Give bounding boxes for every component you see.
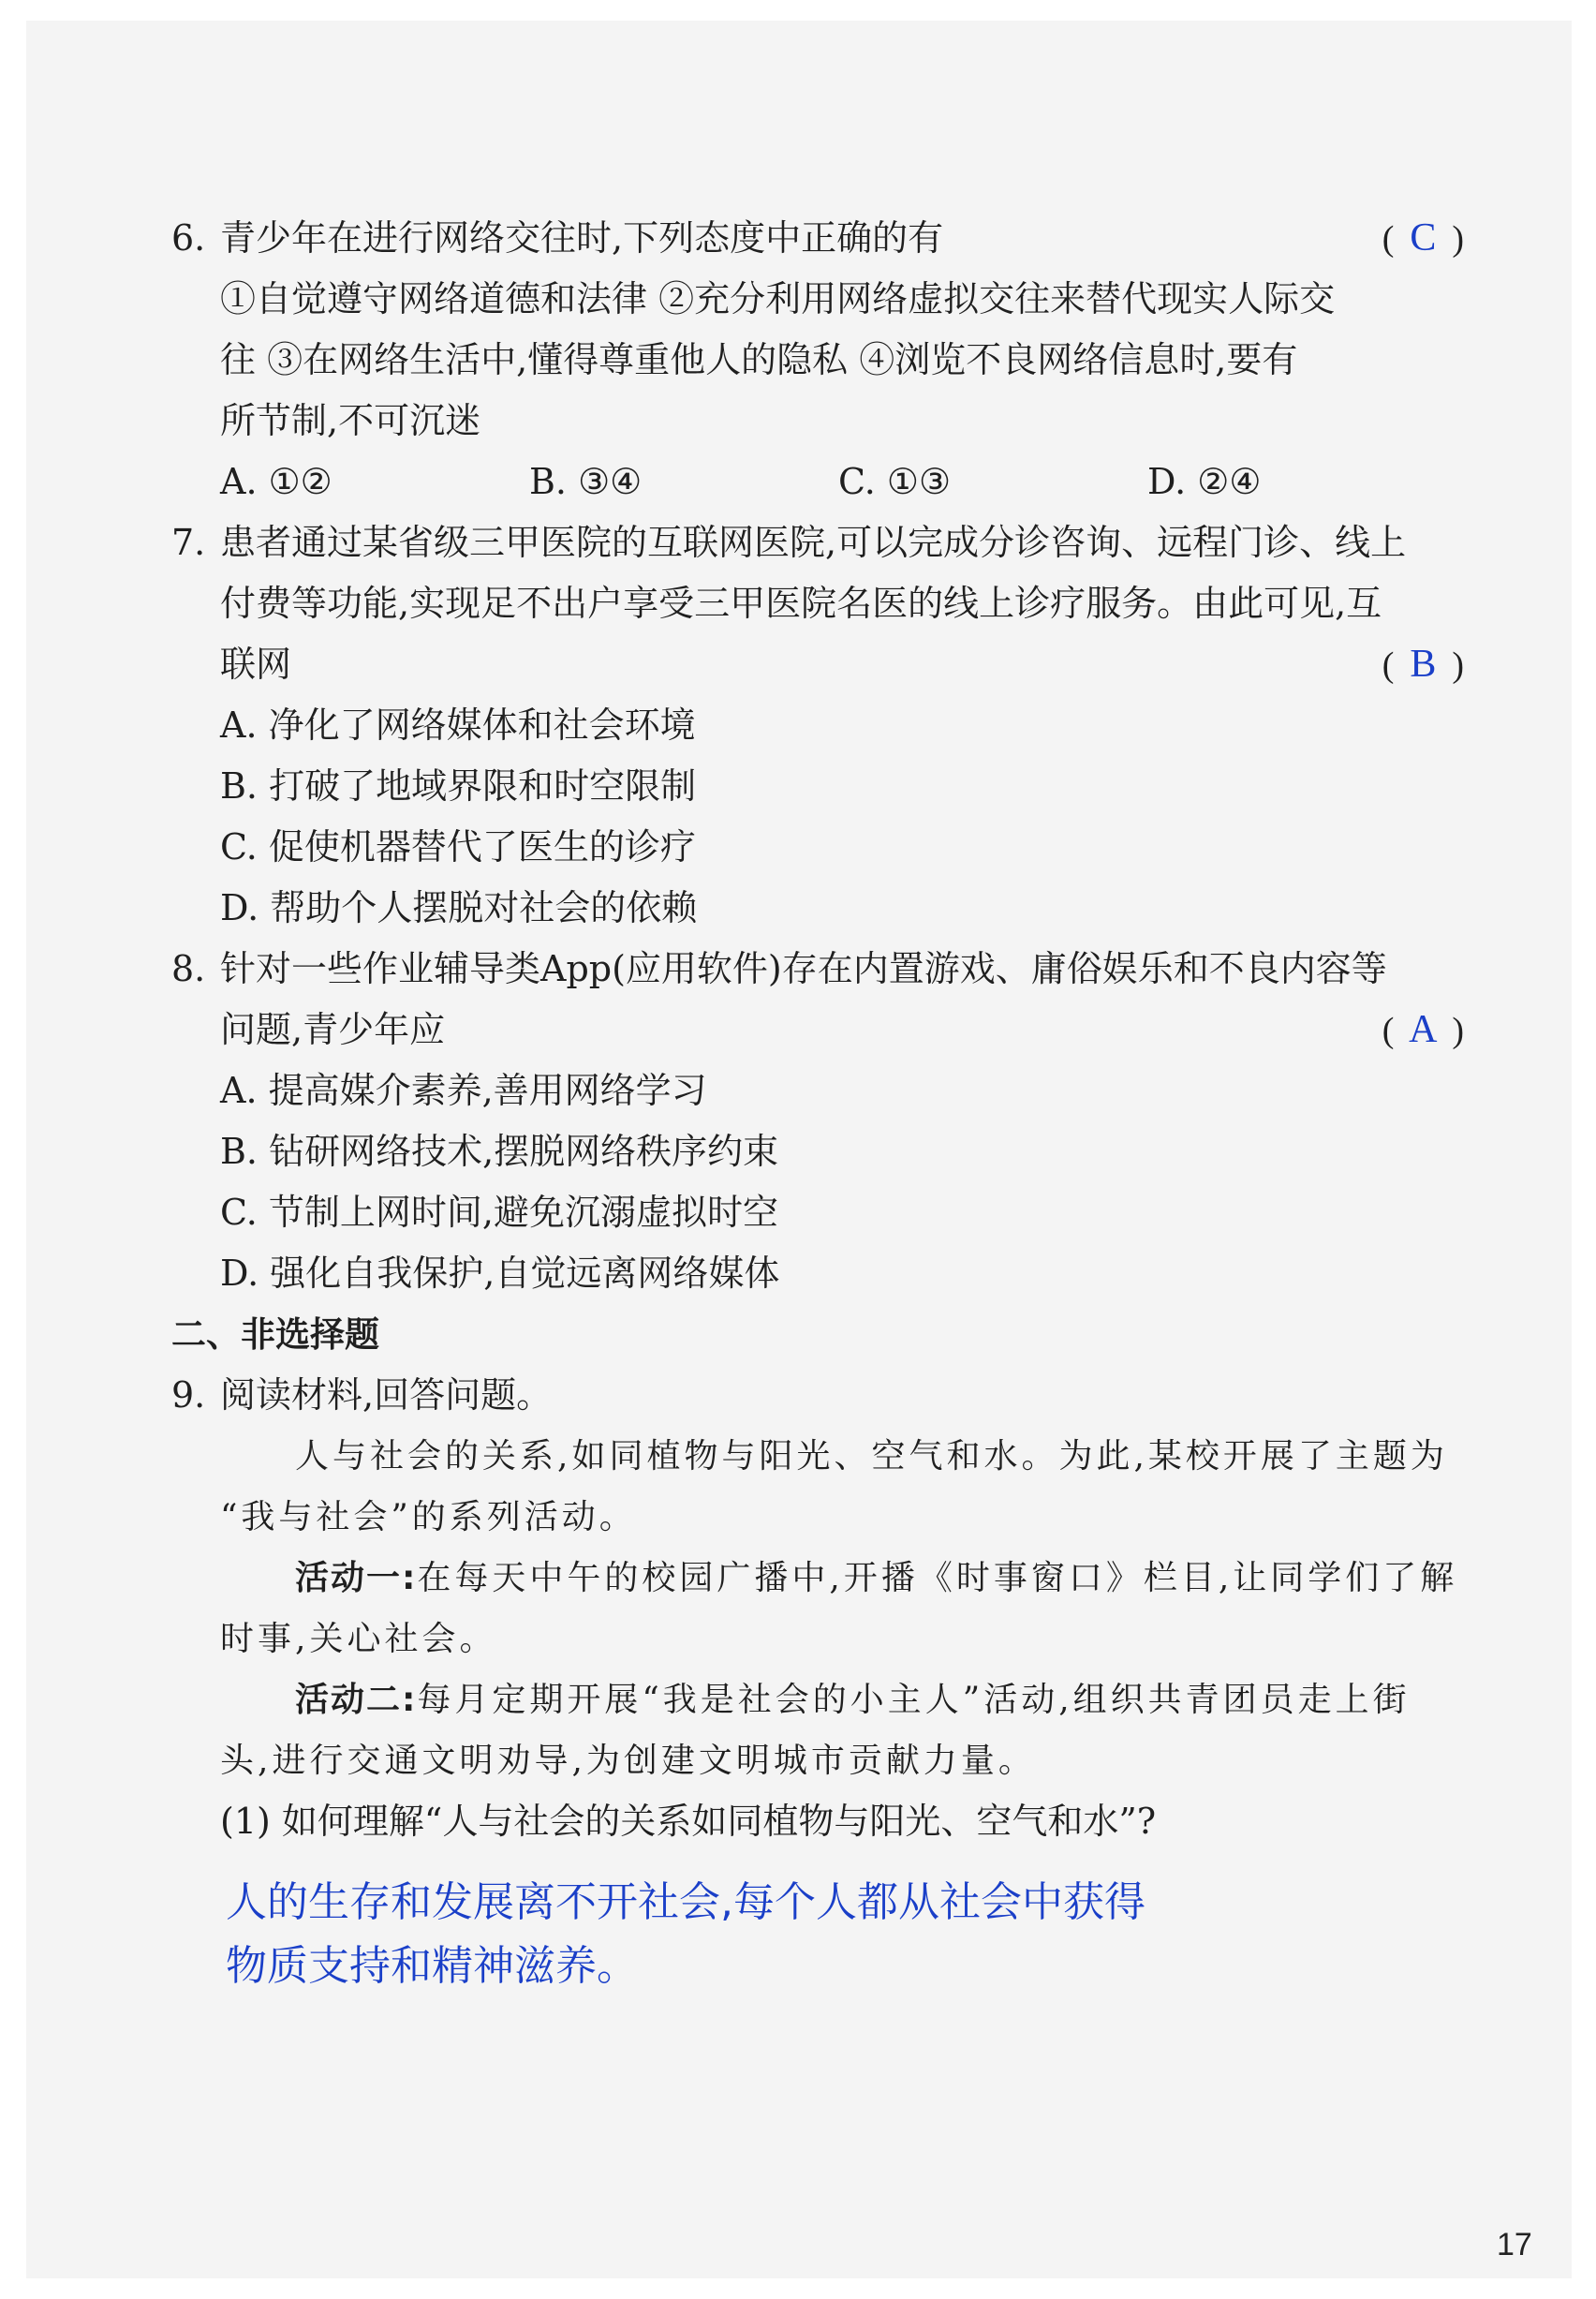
q8-answer-bracket bbox=[1382, 1000, 1464, 1061]
q8-number: 8. bbox=[171, 948, 206, 989]
q9-number: 9. bbox=[171, 1374, 206, 1416]
q8-stem-text: 针对一些作业辅导类App(应用软件)存在内置游戏、庸俗娱乐和不良内容等 bbox=[220, 948, 1387, 989]
paren-close: ) bbox=[1452, 1011, 1464, 1050]
q7-option-d: D. 帮助个人摆脱对社会的依赖 bbox=[220, 887, 698, 928]
q7-stem bbox=[171, 512, 1464, 573]
activity-2-cont: 头,进行交通文明劝导,为创建文明城市贡献力量。 bbox=[220, 1742, 1036, 1780]
q8-option-a: A. 提高媒介素养,善用网络学习 bbox=[220, 1070, 707, 1111]
material-paragraph-1-cont: “我与社会”的系列活动。 bbox=[220, 1498, 637, 1536]
q7-stem-text: 患者通过某省级三甲医院的互联网医院,可以完成分诊咨询、远程门诊、线上 bbox=[220, 522, 1407, 563]
paren-open: ( bbox=[1382, 645, 1395, 685]
q6-statement-line: 往 ③在网络生活中,懂得尊重他人的隐私 ④浏览不良网络信息时,要有 bbox=[220, 339, 1298, 380]
section-title: 二、非选择题 bbox=[171, 1314, 379, 1355]
q9-stem bbox=[171, 1365, 1464, 1426]
paren-close: ) bbox=[1452, 645, 1464, 685]
activity-1 bbox=[171, 1548, 1464, 1609]
q6-number: 6. bbox=[171, 217, 206, 259]
q8-option-c: C. 节制上网时间,避免沉溺虚拟时空 bbox=[220, 1192, 778, 1233]
q7-option-a: A. 净化了网络媒体和社会环境 bbox=[220, 705, 696, 746]
activity-2-label: 活动二: bbox=[295, 1681, 418, 1719]
handwritten-answer-line: 物质支持和精神滋养。 bbox=[226, 1942, 638, 1990]
q8-stem-line-last bbox=[171, 1000, 1464, 1061]
q7-stem-line-last bbox=[171, 634, 1464, 695]
q6-answer-bracket bbox=[1382, 208, 1464, 270]
q7-answer-bracket bbox=[1382, 634, 1464, 696]
q6-stem bbox=[171, 208, 1464, 269]
paren-open: ( bbox=[1382, 1011, 1395, 1050]
q6-option-a: A. ①② bbox=[220, 461, 332, 502]
activity-1-cont: 时事,关心社会。 bbox=[220, 1620, 497, 1658]
q9-sub-question-1: (1) 如何理解“人与社会的关系如同植物与阳光、空气和水”? bbox=[220, 1801, 1157, 1842]
handwritten-answer-line: 人的生存和发展离不开社会,每个人都从社会中获得 bbox=[226, 1878, 1145, 1926]
q9-stem-text: 阅读材料,回答问题。 bbox=[220, 1374, 553, 1416]
activity-1-label: 活动一: bbox=[295, 1559, 418, 1597]
q7-option-c: C. 促使机器替代了医生的诊疗 bbox=[220, 826, 696, 868]
question-content bbox=[171, 208, 1464, 1998]
activity-2-text: 每月定期开展“我是社会的小主人”活动,组织共青团员走上街 bbox=[417, 1681, 1411, 1719]
q7-number: 7. bbox=[171, 522, 206, 563]
q7-option-b: B. 打破了地域界限和时空限制 bbox=[220, 765, 697, 807]
q6-options bbox=[171, 452, 1464, 512]
material-paragraph-1: 人与社会的关系,如同植物与阳光、空气和水。为此,某校开展了主题为 bbox=[295, 1437, 1448, 1476]
q8-option-b: B. 钻研网络技术,摆脱网络秩序约束 bbox=[220, 1131, 779, 1172]
page-number: 17 bbox=[1497, 2227, 1532, 2262]
q8-stem-tail: 问题,青少年应 bbox=[220, 1009, 446, 1050]
q6-option-b: B. ③④ bbox=[529, 461, 643, 502]
q7-answer: B bbox=[1410, 643, 1437, 686]
q6-statement-line: ①自觉遵守网络道德和法律 ②充分利用网络虚拟交往来替代现实人际交 bbox=[220, 278, 1336, 319]
worksheet-page bbox=[26, 21, 1572, 2278]
paren-close: ) bbox=[1452, 219, 1464, 259]
q8-stem bbox=[171, 939, 1464, 1000]
q7-stem-line: 付费等功能,实现足不出户享受三甲医院名医的线上诊疗服务。由此可见,互 bbox=[220, 583, 1382, 624]
q7-stem-tail: 联网 bbox=[220, 644, 292, 685]
q8-option-d: D. 强化自我保护,自觉远离网络媒体 bbox=[220, 1253, 780, 1294]
activity-1-text: 在每天中午的校园广播中,开播《时事窗口》栏目,让同学们了解 bbox=[417, 1559, 1458, 1597]
q6-answer: C bbox=[1410, 216, 1437, 260]
q6-statement-line: 所节制,不可沉迷 bbox=[220, 400, 481, 441]
paren-open: ( bbox=[1382, 219, 1395, 259]
q6-stem-text: 青少年在进行网络交往时,下列态度中正确的有 bbox=[220, 217, 944, 259]
q8-answer: A bbox=[1409, 1008, 1438, 1051]
activity-2 bbox=[171, 1669, 1464, 1730]
q6-option-d: D. ②④ bbox=[1147, 461, 1262, 502]
q6-option-c: C. ①③ bbox=[838, 461, 952, 502]
